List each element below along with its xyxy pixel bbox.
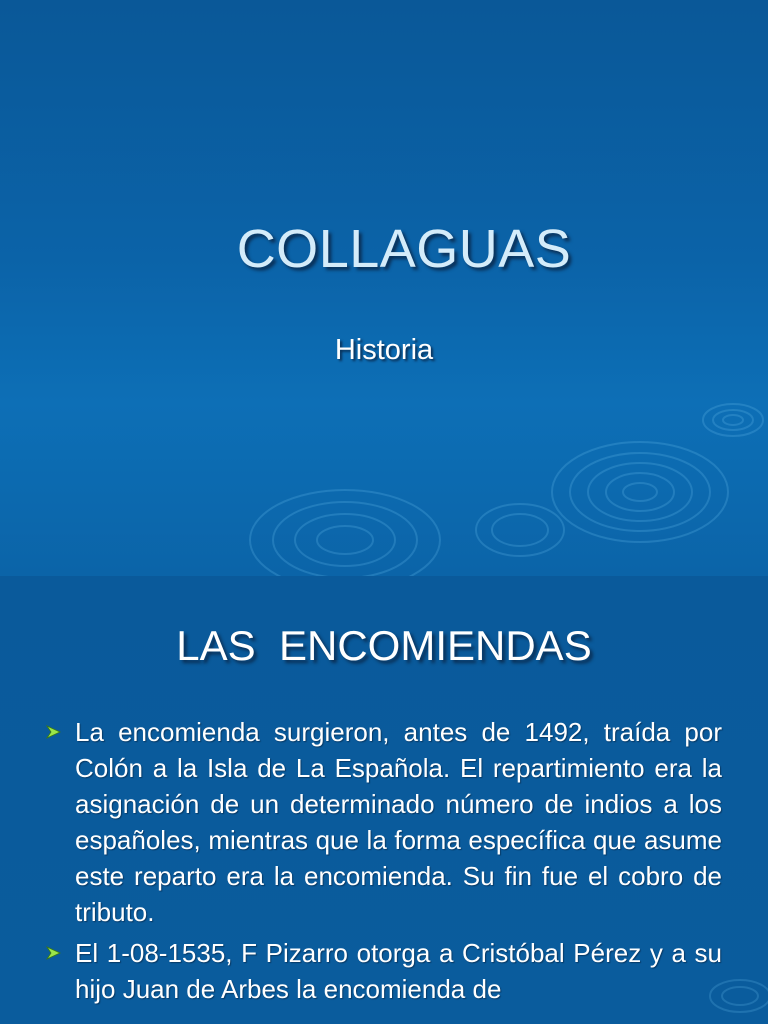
bullet-text: El 1-08-1535, F Pizarro otorga a Cristóbal Pérez y a su hijo Juan de Arbes la encomienda de bbox=[75, 938, 722, 1004]
slide-subtitle: Historia bbox=[334, 334, 434, 366]
bullet-item bbox=[46, 935, 722, 1007]
bullet-list bbox=[46, 714, 722, 1012]
slide-title: LAS ENCOMIENDAS bbox=[176, 622, 592, 669]
slide-2 bbox=[0, 576, 768, 1024]
green-arrow-bullet-icon bbox=[46, 725, 62, 739]
bullet-text: La encomienda surgieron, antes de 1492, traída por Colón a la Isla de La Española. El repartimiento era la asignación de un determinado número de indios a los españoles, mientras que la forma específica que asume este reparto era la encomienda. Su fin fue el cobro de tributo. bbox=[75, 717, 722, 927]
slide-title: COLLAGUAS bbox=[236, 219, 572, 279]
bullet-item bbox=[46, 714, 722, 930]
green-arrow-bullet-icon bbox=[46, 946, 62, 960]
